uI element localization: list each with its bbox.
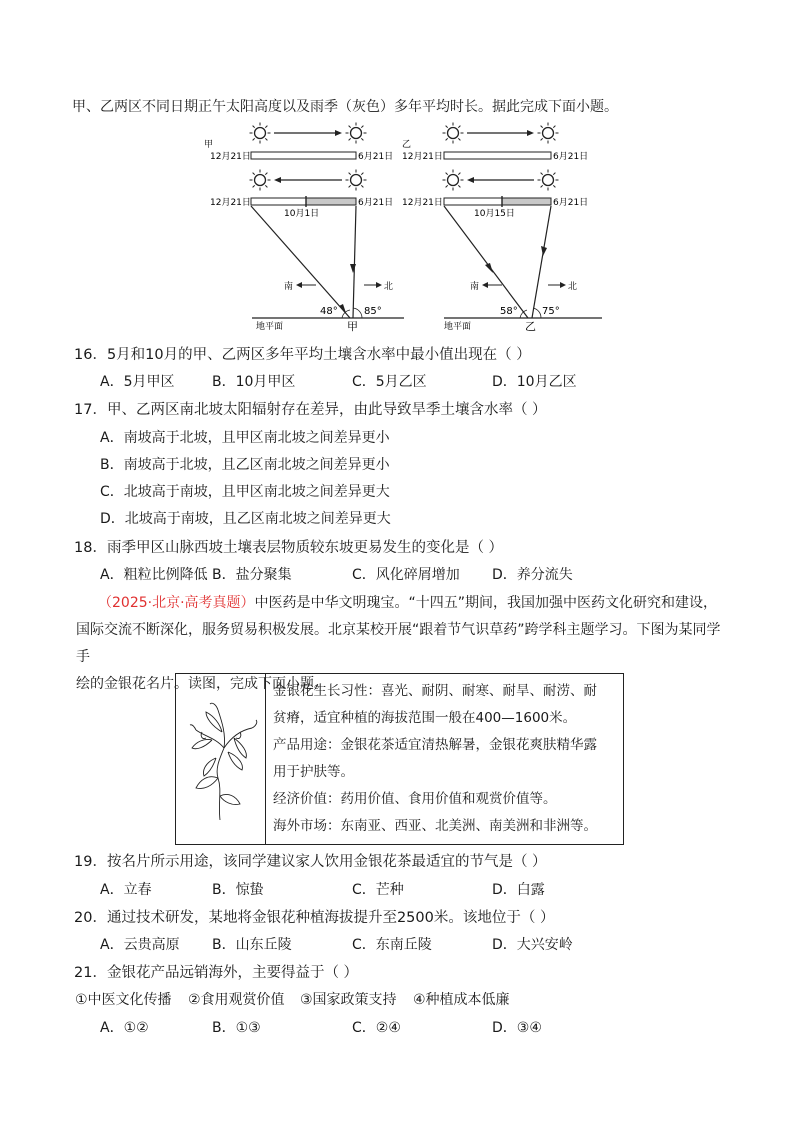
card-line-4: 用于护肤等。 (273, 764, 354, 780)
left-north: 北 (384, 282, 394, 292)
q18-option-d[interactable]: D．养分流失 (492, 567, 573, 583)
q18-option-c[interactable]: C．风化碎屑增加 (352, 567, 460, 583)
q20-option-b[interactable]: B．山东丘陵 (212, 937, 292, 953)
honeysuckle-flower-icon (182, 692, 260, 822)
sun-icon (443, 123, 464, 144)
q18-option-b[interactable]: B．盐分聚集 (212, 567, 292, 583)
q19-option-d[interactable]: D．白露 (492, 882, 545, 898)
right-rain-start: 10月15日 (474, 209, 515, 219)
right-date-start-top: 12月21日 (402, 152, 443, 162)
left-region-label: 甲 (204, 140, 214, 150)
left-ground: 地平面 (256, 322, 284, 332)
left-site: 甲 (347, 320, 358, 333)
right-angle-south: 58° (500, 306, 518, 317)
passage-line-2: 国际交流不断深化，服务贸易积极发展。北京某校开展“跟着节气识草药”跨学科主题学习。下图为某同学手 (76, 622, 721, 665)
q16-option-d[interactable]: D．10月乙区 (492, 374, 577, 390)
card-line-5: 经济价值：药用价值、食用价值和观赏价值等。 (273, 791, 557, 807)
right-rain-season (502, 198, 551, 205)
q21-option-a[interactable]: A．①② (100, 1020, 149, 1036)
question-21-stem: 21．金银花产品远销海外，主要得益于（ ） (74, 965, 359, 981)
source-tag: （2025·北京·高考真题） (98, 595, 255, 611)
sun-altitude-figure (196, 118, 616, 333)
sun-icon (538, 170, 559, 191)
right-date-start-bottom: 12月21日 (402, 198, 443, 208)
left-angle-south: 48° (320, 306, 338, 317)
sun-icon (346, 170, 367, 191)
q16-option-a[interactable]: A．5月甲区 (100, 374, 175, 390)
q21-item-2: ②食用观赏价值 (188, 992, 285, 1008)
q21-item-1: ①中医文化传播 (75, 992, 172, 1008)
right-ground: 地平面 (444, 322, 472, 332)
q17-option-c[interactable]: C．北坡高于南坡，且甲区南北坡之间差异更大 (100, 484, 390, 500)
q18-option-a[interactable]: A．粗粒比例降低 (100, 567, 208, 583)
question-18-stem: 18．雨季甲区山脉西坡土壤表层物质较东坡更易发生的变化是（ ） (74, 540, 504, 556)
card-line-1: 金银花生长习性：喜光、耐阴、耐寒、耐旱、耐涝、耐 (273, 683, 597, 699)
q21-option-b[interactable]: B．①③ (212, 1020, 261, 1036)
card-divider (265, 674, 266, 844)
intro-text: 甲、乙两区不同日期正午太阳高度以及雨季（灰色）多年平均时长。据此完成下面小题。 (72, 99, 618, 115)
sun-icon (250, 170, 271, 191)
right-date-end-bottom: 6月21日 (553, 198, 589, 208)
q19-option-c[interactable]: C．芒种 (352, 882, 404, 898)
card-line-2: 贫瘠，适宜种植的海拔范围一般在400—1600米。 (273, 710, 577, 726)
q21-item-4: ④种植成本低廉 (413, 992, 510, 1008)
q16-option-c[interactable]: C．5月乙区 (352, 374, 427, 390)
left-date-start-top: 12月21日 (210, 152, 251, 162)
q20-option-c[interactable]: C．东南丘陵 (352, 937, 432, 953)
honeysuckle-card (175, 673, 624, 845)
right-south: 南 (470, 282, 480, 292)
question-16-stem: 16．5月和10月的甲、乙两区多年平均土壤含水率中最小值出现在（ ） (74, 347, 531, 363)
q21-option-d[interactable]: D．③④ (492, 1020, 542, 1036)
card-line-6: 海外市场：东南亚、西亚、北美洲、南美洲和非洲等。 (273, 818, 597, 834)
q17-option-a[interactable]: A．南坡高于北坡，且甲区南北坡之间差异更小 (100, 430, 390, 446)
q20-option-a[interactable]: A．云贵高原 (100, 937, 180, 953)
right-north: 北 (568, 282, 578, 292)
question-19-stem: 19．按名片所示用途，该同学建议家人饮用金银花茶最适宜的节气是（ ） (74, 854, 547, 870)
left-rain-start: 10月1日 (284, 209, 320, 219)
question-17-stem: 17．甲、乙两区南北坡太阳辐射存在差异，由此导致旱季土壤含水率（ ） (74, 402, 547, 418)
left-panel (204, 123, 404, 334)
q21-item-3: ③国家政策支持 (300, 992, 397, 1008)
q21-option-c[interactable]: C．②④ (352, 1020, 401, 1036)
left-date-end-bottom: 6月21日 (358, 198, 394, 208)
right-region-label: 乙 (402, 140, 412, 150)
left-rain-season (306, 198, 356, 205)
question-20-stem: 20．通过技术研发，某地将金银花种植海拔提升至2500米。该地位于（ ） (74, 910, 555, 926)
right-site: 乙 (525, 320, 536, 333)
right-angle-north: 75° (542, 306, 560, 317)
q17-option-d[interactable]: D．北坡高于南坡，且乙区南北坡之间差异更大 (100, 511, 391, 527)
left-angle-north: 85° (364, 306, 382, 317)
sun-icon (538, 123, 559, 144)
q16-option-b[interactable]: B．10月甲区 (212, 374, 296, 390)
left-south: 南 (284, 282, 294, 292)
passage-line-3: 绘的金银花名片。读图，完成下面小题。 (76, 676, 328, 692)
q19-option-a[interactable]: A．立春 (100, 882, 152, 898)
right-date-end-top: 6月21日 (553, 152, 589, 162)
card-line-3: 产品用途：金银花茶适宜清热解暑，金银花爽肤精华露 (273, 737, 597, 753)
left-date-start-bottom: 12月21日 (210, 198, 251, 208)
q20-option-d[interactable]: D．大兴安岭 (492, 937, 573, 953)
sun-icon (443, 170, 464, 191)
sun-icon (346, 123, 367, 144)
sun-icon (250, 123, 271, 144)
q17-option-b[interactable]: B．南坡高于北坡，且乙区南北坡之间差异更小 (100, 457, 390, 473)
q19-option-b[interactable]: B．惊蛰 (212, 882, 264, 898)
card-text (273, 678, 618, 840)
passage-line-1: 中医药是中华文明瑰宝。“十四五”期间，我国加强中医药文化研究和建设， (254, 595, 718, 611)
right-panel (402, 123, 602, 334)
left-date-end-top: 6月21日 (358, 152, 394, 162)
